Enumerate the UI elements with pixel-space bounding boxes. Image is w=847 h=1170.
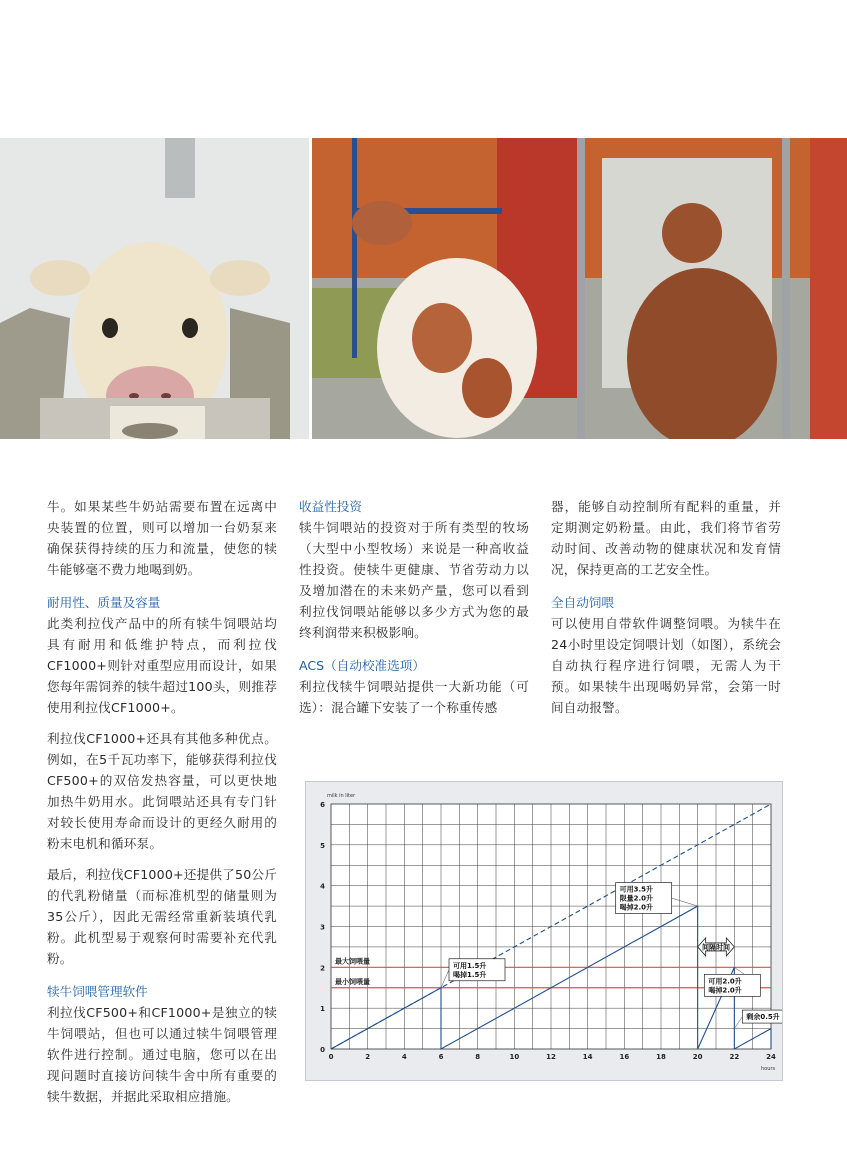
- heading-durability: 耐用性、质量及容量: [47, 595, 161, 610]
- annotation-text: 喝掉2.0升: [619, 903, 654, 912]
- x-tick-label: 20: [692, 1053, 703, 1061]
- annotation-text: 喝掉2.0升: [708, 986, 742, 995]
- reference-line-label: 最大饲喂量: [335, 957, 370, 966]
- x-tick-label: 18: [656, 1053, 666, 1061]
- x-tick-label: 10: [509, 1053, 520, 1061]
- paragraph-acs-continued: 器，能够自动控制所有配料的重量，并定期测定奶粉量。由此，我们将节省劳动时间、改善动物的健康状况和发育情况，保持更高的工艺安全性。: [551, 499, 781, 577]
- annotation-text: 可用3.5升: [619, 885, 654, 894]
- paragraph-profit: 犊牛饲喂站的投资对于所有类型的牧场（大型中小型牧场）来说是一种高收益性投资。使犊牛更健康、节省劳动力以及增加潜在的未来奶产量，您可以看到利拉伐饲喂站能够以多少方式为您的最终利润带来积极影响。: [299, 520, 529, 640]
- paragraph-software: 利拉伐CF500+和CF1000+是独立的犊牛饲喂站，但也可以通过犊牛饲喂管理软件进行控制。通过电脑，您可以在出现问题时直接访问犊牛舍中所有重要的犊牛数据，并据此采取相应措施。: [47, 1005, 277, 1104]
- y-axis-label: milk in liter: [327, 793, 356, 799]
- annotation-text: 喝掉1.5升: [453, 970, 487, 979]
- y-tick-label: 1: [320, 1005, 325, 1014]
- text-column-2: [299, 496, 529, 728]
- paragraph-intro: 牛。如果某些牛奶站需要布置在远离中央装置的位置，则可以增加一台奶泵来确保获得持续的压力和流量，使您的犊牛能够毫不费力地喝到奶。: [47, 499, 277, 577]
- annotation-text: 剩余0.5升: [746, 1013, 780, 1022]
- paragraph-durability: 此类利拉伐产品中的所有犊牛饲喂站均具有耐用和低维护特点，而利拉伐CF1000+则针对重型应用而设计，如果您每年需饲养的犊牛超过100头，则推荐使用利拉伐CF1000+。: [47, 616, 277, 715]
- text-column-1: [47, 496, 277, 1117]
- paragraph-acs: 利拉伐犊牛饲喂站提供一大新功能（可选）：混合罐下安装了一个称重传感: [299, 679, 529, 715]
- x-tick-label: 24: [766, 1053, 776, 1061]
- calf-face-photo: [0, 138, 309, 439]
- paragraph-finally: 最后，利拉伐CF1000+还提供了50公斤的代乳粉储量（而标准机型的储量则为35公斤），因此无需经常重新装填代乳粉。此机型易于观察何时需要补充代乳粉。: [47, 867, 277, 966]
- y-tick-label: 5: [320, 841, 325, 850]
- y-tick-label: 4: [320, 882, 325, 891]
- y-tick-label: 6: [320, 801, 325, 809]
- heading-acs: ACS（自动校准选项）: [299, 658, 425, 673]
- x-tick-label: 0: [328, 1053, 334, 1061]
- interval-arrow-label: 间隔时间: [702, 943, 730, 952]
- x-tick-label: 6: [438, 1053, 444, 1061]
- y-tick-label: 3: [320, 923, 325, 932]
- x-tick-label: 4: [401, 1053, 407, 1061]
- heading-software: 犊牛饲喂管理软件: [47, 984, 148, 999]
- feeding-chart-svg: [306, 782, 782, 1080]
- calves-feeder-photo: [312, 138, 847, 439]
- x-tick-label: 12: [546, 1053, 556, 1061]
- x-axis-label: hours: [761, 1066, 776, 1072]
- text-column-3: [551, 496, 781, 728]
- x-tick-label: 22: [729, 1053, 740, 1061]
- feeding-chart: [305, 781, 783, 1081]
- annotation-text: 可用2.0升: [708, 977, 742, 986]
- x-tick-label: 14: [582, 1053, 593, 1061]
- y-tick-label: 0: [320, 1046, 325, 1054]
- x-tick-label: 16: [619, 1053, 630, 1061]
- paragraph-auto-feeding: 可以使用自带软件调整饲喂。为犊牛在24小时里设定饲喂计划（如图），系统会自动执行程序进行饲喂，无需人为干预。如果犊牛出现喝奶异常，会第一时间自动报警。: [551, 616, 781, 715]
- x-tick-label: 2: [365, 1053, 371, 1061]
- calves-feeder-illustration: [312, 138, 847, 439]
- paragraph-advantages: 利拉伐CF1000+还具有其他多种优点。例如，在5千瓦功率下，能够获得利拉伐CF500+的双倍发热容量，可以更快地加热牛奶用水。此饲喂站还具有专门针对较长使用寿命而设计的更经久耐用的粉末电机和循环泵。: [47, 731, 277, 851]
- reference-line-label: 最小饲喂量: [335, 977, 370, 986]
- annotation-text: 限量2.0升: [619, 894, 654, 903]
- y-tick-label: 2: [320, 964, 325, 973]
- annotation-text: 可用1.5升: [453, 961, 487, 970]
- heading-auto-feeding: 全自动饲喂: [551, 595, 614, 610]
- heading-profit: 收益性投资: [299, 499, 362, 514]
- x-tick-label: 8: [475, 1053, 481, 1061]
- calf-face-illustration: [0, 138, 309, 439]
